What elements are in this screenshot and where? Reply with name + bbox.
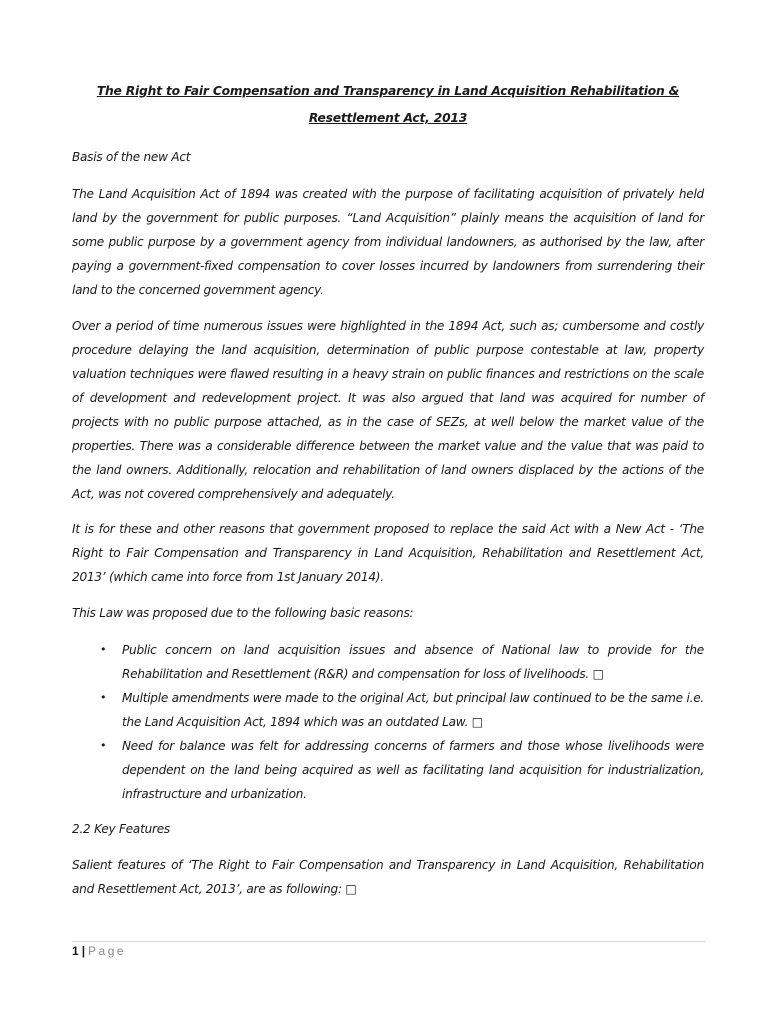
list-item-text: Multiple amendments were made to the original Act, but principal law continued to be the same i.e. the Land Acquisition Act, 1894 which was an outdated Law. □ [122,691,704,729]
page-footer [72,944,126,958]
list-item-text: Public concern on land acquisition issues and absence of National law to provide for the Rehabilitation and Resettlement (R&R) and compensation for loss of livelihoods. □ [122,643,704,681]
page-separator: | [81,944,86,958]
document-title-line-2: Resettlement Act, 2013 [308,111,468,125]
section-heading-key-features: 2.2 Key Features [72,822,170,836]
paragraph-5: Salient features of ‘The Right to Fair Compensation and Transparency in Land Acquisition, Rehabilitation and Resettlement Act, 2013’, are as following: □ [72,858,704,896]
paragraph-4: This Law was proposed due to the following basic reasons: [72,606,414,620]
list-item [100,638,704,686]
page-number: 1 [72,944,79,958]
bullet-icon: • [100,643,107,656]
list-item-text: Need for balance was felt for addressing concerns of farmers and those whose livelihoods were dependent on the land being acquired as well as facilitating land acquisition for industrialization, infrastructure and urbanization. [122,739,704,801]
paragraph-3: It is for these and other reasons that government proposed to replace the said Act with a New Act - ‘The Right to Fair Compensation and Transparency in Land Acquisition, Rehabilitation and Resettlement Act, 2013’ (which came into force from 1st January 2014). [72,522,704,584]
section-heading-basis: Basis of the new Act [72,150,191,164]
document-title-line-1: The Right to Fair Compensation and Transparency in Land Acquisition Rehabilitation & [96,84,680,98]
reasons-list [100,638,704,806]
bullet-icon: • [100,739,107,752]
list-item [100,734,704,806]
paragraph-1: The Land Acquisition Act of 1894 was created with the purpose of facilitating acquisition of privately held land by the government for public purposes. “Land Acquisition” plainly means the acquisition of land for some public purpose by a government agency from individual landowners, as authorised by the law, after paying a government-fixed compensation to cover losses incurred by landowners from surrendering their land to the concerned government agency. [72,187,704,297]
bullet-icon: • [100,691,107,704]
list-item [100,686,704,734]
footer-divider [72,941,706,942]
paragraph-2: Over a period of time numerous issues were highlighted in the 1894 Act, such as; cumbersome and costly procedure delaying the land acquisition, determination of public purpose contestable at law, property valuation techniques were flawed resulting in a heavy strain on public finances and restrictions on the scale of development and redevelopment project. It was also argued that land was acquired for number of projects with no public purpose attached, as in the case of SEZs, at well below the market value of the properties. There was a considerable difference between the market value and the value that was paid to the land owners. Additionally, relocation and rehabilitation of land owners displaced by the actions of the Act, was not covered comprehensively and adequately. [72,319,704,501]
page-label: Page [88,944,127,958]
